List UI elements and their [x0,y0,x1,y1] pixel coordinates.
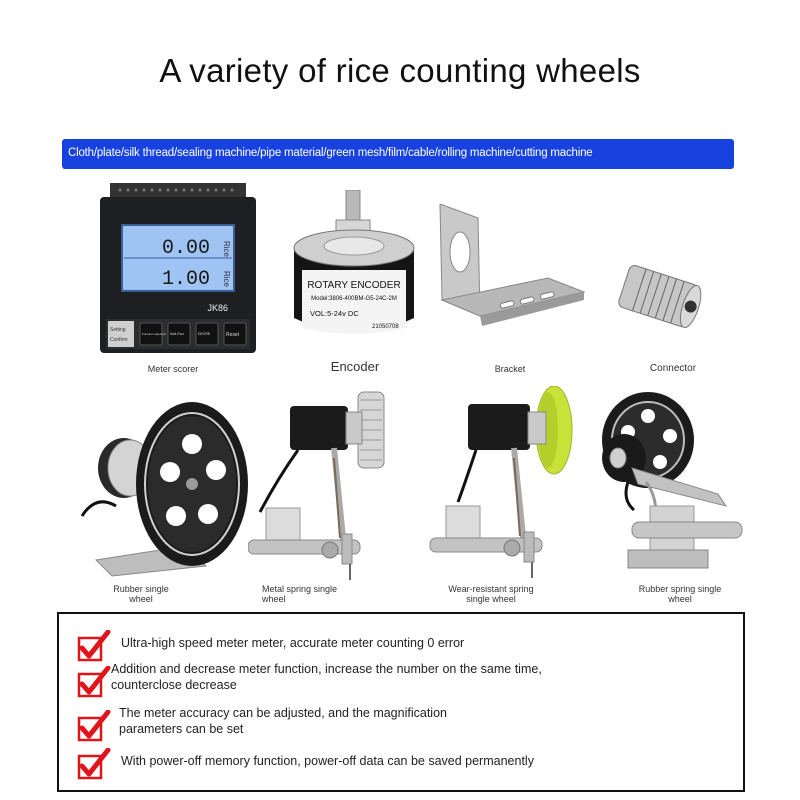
caption-line-2: wheel [262,594,286,604]
caption-bracket: Bracket [494,364,526,374]
caption-metal-spring-single-wheel [262,584,358,604]
feature-text: With power-off memory function, power-off data can be saved permanently [121,754,534,768]
connector-image [612,256,704,338]
encoder-image [288,190,420,350]
feature-text-line-1: Addition and decrease meter function, increase the number on the same time, [111,662,542,676]
meter-side-label-bottom: Rice [222,271,231,288]
meter-top-value: 0.00 [161,237,210,260]
application-banner [62,139,734,169]
meter-side-label-top: Rice [222,241,231,258]
caption-line-1: Rubber spring single [638,584,722,594]
feature-text-line-1: The meter accuracy can be adjusted, and the magnification [119,706,447,720]
encoder-label-line1: ROTARY ENCODER [307,280,401,291]
encoder-label-line2: Model:3806-400BM-G5-24C-2M [311,296,397,302]
encoder-label-line4: 21050708 [372,324,399,330]
caption-line-1: Rubber single [113,584,169,594]
rubber-single-wheel-image [76,398,248,580]
caption-line-1: Metal spring single [262,584,338,594]
meter-bottom-value: 1.00 [161,268,210,291]
red-checkmark-box-icon [77,748,111,780]
caption-meter-scorer: Meter scorer [147,364,199,374]
features-box [57,612,745,792]
meter-model-label: JK86 [207,303,228,313]
caption-line-2: single wheel [466,594,516,604]
meter-key-setting: Setting [110,327,126,333]
caption-rubber-spring-single-wheel [625,584,735,604]
wear-resistant-spring-single-wheel-image [428,386,578,582]
feature-text-line-2: counterclose decrease [111,678,237,692]
banner-text: Cloth/plate/silk thread/sealing machine/pipe material/green mesh/film/cable/rolling machine/cutting machine [68,147,593,159]
meter-key-add: Add-Run [170,332,184,336]
red-checkmark-box-icon [77,666,111,698]
caption-line-1: Wear-resistant spring [448,584,534,594]
bracket-image [436,204,586,350]
caption-encoder: Encoder [330,359,380,374]
red-checkmark-box-icon [77,630,111,662]
red-checkmark-box-icon [77,710,111,742]
meter-key-function: Function selection [142,332,167,336]
rubber-spring-single-wheel-image [598,390,748,580]
caption-wear-resistant-spring-single-wheel [436,584,546,604]
feature-text: Ultra-high speed meter meter, accurate meter counting 0 error [121,636,465,650]
caption-rubber-single-wheel [86,584,196,604]
meter-key-reset: Reset [226,332,240,338]
caption-line-2: wheel [668,594,692,604]
encoder-label-line3: VOL:5-24v DC [310,309,359,318]
feature-text-line-2: parameters can be set [119,722,244,736]
page-title: A variety of rice counting wheels [159,52,641,89]
caption-connector: Connector [649,363,697,374]
metal-spring-single-wheel-image [248,388,388,584]
caption-line-2: wheel [129,594,153,604]
meter-scorer-image [100,183,256,353]
meter-key-decre: DECRE [198,332,211,336]
meter-key-confirm: Confirm [110,337,128,343]
